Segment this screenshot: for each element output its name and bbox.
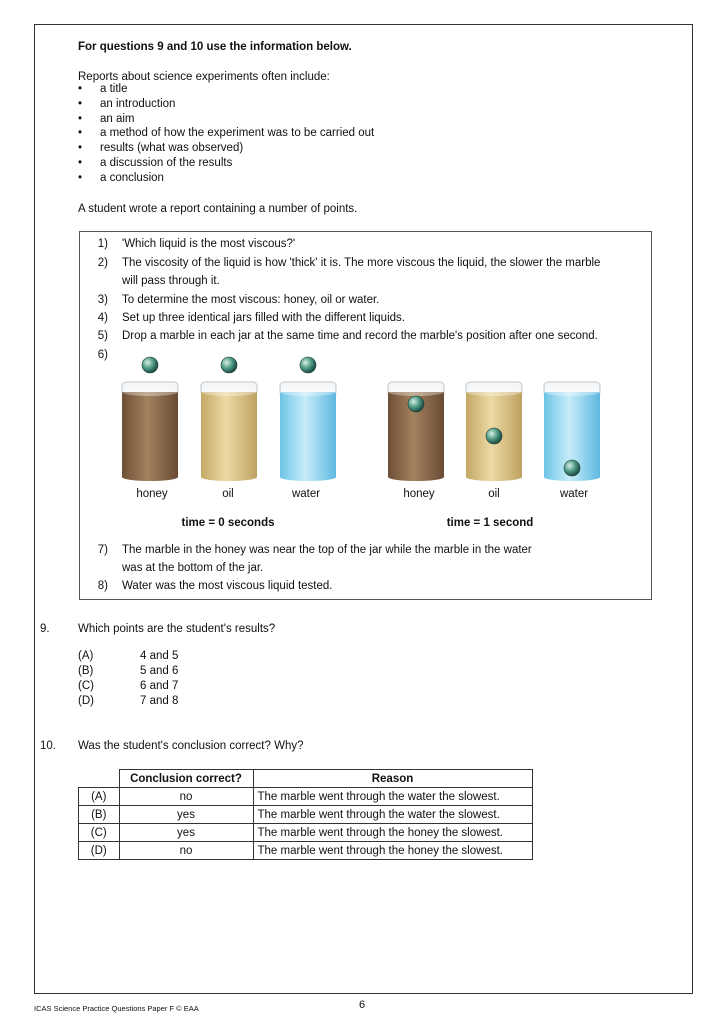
jar-liquid-surface bbox=[544, 388, 600, 396]
report-point-text: The viscosity of the liquid is how 'thick' it is. The more viscous the liquid, the slower the marble bbox=[122, 257, 601, 269]
report-point-number: 5) bbox=[97, 330, 108, 342]
experiment-illustration bbox=[80, 347, 653, 527]
jar-label-oil-t0: oil bbox=[222, 488, 234, 500]
q9-text: Which points are the student's results? bbox=[78, 623, 276, 635]
report-point-text: 'Which liquid is the most viscous?' bbox=[122, 238, 296, 250]
bullet-glyph: • bbox=[78, 97, 83, 110]
jar-liquid-surface bbox=[466, 388, 522, 396]
q9-option-value[interactable]: 4 and 5 bbox=[140, 650, 179, 662]
report-point-number: 4) bbox=[97, 312, 108, 324]
q9-option-value[interactable]: 6 and 7 bbox=[140, 680, 179, 692]
q10-option-row[interactable] bbox=[79, 788, 533, 806]
report-point-number: 3) bbox=[97, 294, 108, 306]
q10-option-row[interactable] bbox=[79, 842, 533, 860]
report-component-item bbox=[78, 126, 478, 141]
q10-option-correct: no bbox=[119, 842, 253, 860]
report-point-number: 7) bbox=[97, 544, 108, 556]
jar-bottom bbox=[122, 473, 178, 481]
q9-option-label[interactable]: (A) bbox=[78, 650, 94, 662]
bullet-glyph: • bbox=[78, 83, 83, 95]
jar-liquid-water bbox=[280, 392, 336, 477]
q10-number: 10. bbox=[40, 740, 56, 752]
marble-icon bbox=[221, 357, 237, 373]
q10-option-correct: yes bbox=[119, 824, 253, 842]
report-point-number: 8) bbox=[97, 580, 108, 592]
bullet-glyph: • bbox=[78, 156, 83, 169]
report-point-text: was at the bottom of the jar. bbox=[122, 562, 264, 574]
jar-oil-t1 bbox=[466, 382, 522, 481]
q9-number: 9. bbox=[40, 623, 50, 635]
report-point-text: will pass through it. bbox=[122, 275, 220, 287]
jar-honey-t0 bbox=[122, 357, 178, 481]
time-zero-label: time = 0 seconds bbox=[181, 517, 275, 529]
jar-label-honey-t1: honey bbox=[403, 488, 435, 500]
report-component-text: a conclusion bbox=[100, 171, 164, 184]
jar-liquid-surface bbox=[280, 388, 336, 396]
q9-option-label[interactable]: (C) bbox=[78, 680, 94, 692]
report-component-item bbox=[78, 112, 478, 127]
report-component-text: a title bbox=[100, 83, 128, 95]
q9-option-value[interactable]: 5 and 6 bbox=[140, 665, 179, 677]
q10-option-reason: The marble went through the water the slowest. bbox=[253, 788, 532, 806]
jar-liquid-surface bbox=[201, 388, 257, 396]
report-components-list bbox=[78, 82, 478, 186]
q10-option-row[interactable] bbox=[79, 824, 533, 842]
student-line: A student wrote a report containing a number of points. bbox=[78, 203, 358, 215]
report-component-item bbox=[78, 97, 478, 112]
report-component-item bbox=[78, 171, 478, 186]
report-component-text: an aim bbox=[100, 112, 135, 125]
report-point-text: To determine the most viscous: honey, oil or water. bbox=[122, 294, 380, 306]
report-component-text: results (what was observed) bbox=[100, 142, 244, 155]
table-header-row bbox=[79, 770, 533, 788]
q9-option-label[interactable]: (D) bbox=[78, 695, 94, 707]
jar-label-honey-t0: honey bbox=[136, 488, 168, 500]
report-component-text: a method of how the experiment was to be carried out bbox=[100, 127, 375, 140]
q10-option-label: (A) bbox=[79, 788, 120, 806]
q10-option-reason: The marble went through the water the slowest. bbox=[253, 806, 532, 824]
q10-option-correct: no bbox=[119, 788, 253, 806]
report-point-text: The marble in the honey was near the top of the jar while the marble in the water bbox=[122, 544, 532, 556]
report-point-number: 2) bbox=[97, 257, 108, 269]
marble-icon bbox=[300, 357, 316, 373]
jar-label-water-t1: water bbox=[559, 488, 589, 500]
q10-option-row[interactable] bbox=[79, 806, 533, 824]
intro-lead: Reports about science experiments often include: bbox=[78, 71, 330, 83]
footer-copyright: ICAS Science Practice Questions Paper F © EAA bbox=[34, 1004, 199, 1013]
q10-option-reason: The marble went through the honey the slowest. bbox=[253, 824, 532, 842]
q10-option-reason: The marble went through the honey the slowest. bbox=[253, 842, 532, 860]
jar-bottom bbox=[201, 473, 257, 481]
bullet-glyph: • bbox=[78, 171, 83, 184]
jar-liquid-oil bbox=[201, 392, 257, 477]
header-reason: Reason bbox=[253, 770, 532, 788]
time-one-label: time = 1 second bbox=[446, 517, 534, 529]
student-report bbox=[79, 231, 652, 600]
report-point-text: Drop a marble in each jar at the same time and record the marble's position after one second. bbox=[122, 330, 598, 342]
q10-option-label: (D) bbox=[79, 842, 120, 860]
jar-bottom bbox=[388, 473, 444, 481]
report-point-text: Set up three identical jars filled with the different liquids. bbox=[122, 312, 405, 324]
jar-honey-t1 bbox=[388, 382, 444, 481]
jar-bottom bbox=[466, 473, 522, 481]
report-component-item bbox=[78, 82, 478, 97]
q9-option-label[interactable]: (B) bbox=[78, 665, 94, 677]
jar-water-t0 bbox=[280, 357, 336, 481]
report-component-text: a discussion of the results bbox=[100, 156, 233, 169]
report-component-text: an introduction bbox=[100, 97, 176, 110]
marble-icon bbox=[142, 357, 158, 373]
q10-option-correct: yes bbox=[119, 806, 253, 824]
jar-oil-t0 bbox=[201, 357, 257, 481]
bullet-glyph: • bbox=[78, 112, 83, 125]
page-number: 6 bbox=[359, 999, 366, 1011]
jar-liquid-honey bbox=[122, 392, 178, 477]
header-conclusion: Conclusion correct? bbox=[119, 770, 253, 788]
q10-answer-table bbox=[78, 769, 533, 860]
bullet-glyph: • bbox=[78, 142, 83, 155]
q10-text: Was the student's conclusion correct? Why? bbox=[78, 740, 304, 752]
q10-option-label: (C) bbox=[79, 824, 120, 842]
jar-bottom bbox=[280, 473, 336, 481]
marble-icon bbox=[486, 428, 502, 444]
bullet-glyph: • bbox=[78, 127, 83, 140]
jar-liquid-surface bbox=[388, 388, 444, 396]
report-component-item bbox=[78, 156, 478, 171]
intro-heading: For questions 9 and 10 use the information below. bbox=[78, 41, 352, 53]
jar-label-water-t0: water bbox=[291, 488, 321, 500]
report-component-item bbox=[78, 141, 478, 156]
q10-option-label: (B) bbox=[79, 806, 120, 824]
report-point-number: 1) bbox=[97, 238, 108, 250]
marble-icon bbox=[564, 460, 580, 476]
jar-label-oil-t1: oil bbox=[488, 488, 500, 500]
jar-water-t1 bbox=[544, 382, 600, 481]
marble-icon bbox=[408, 396, 424, 412]
report-point-number: 6) bbox=[97, 349, 108, 361]
report-point-text: Water was the most viscous liquid tested. bbox=[122, 580, 333, 592]
q9-option-value[interactable]: 7 and 8 bbox=[140, 695, 179, 707]
jar-liquid-surface bbox=[122, 388, 178, 396]
table-corner bbox=[79, 770, 120, 788]
